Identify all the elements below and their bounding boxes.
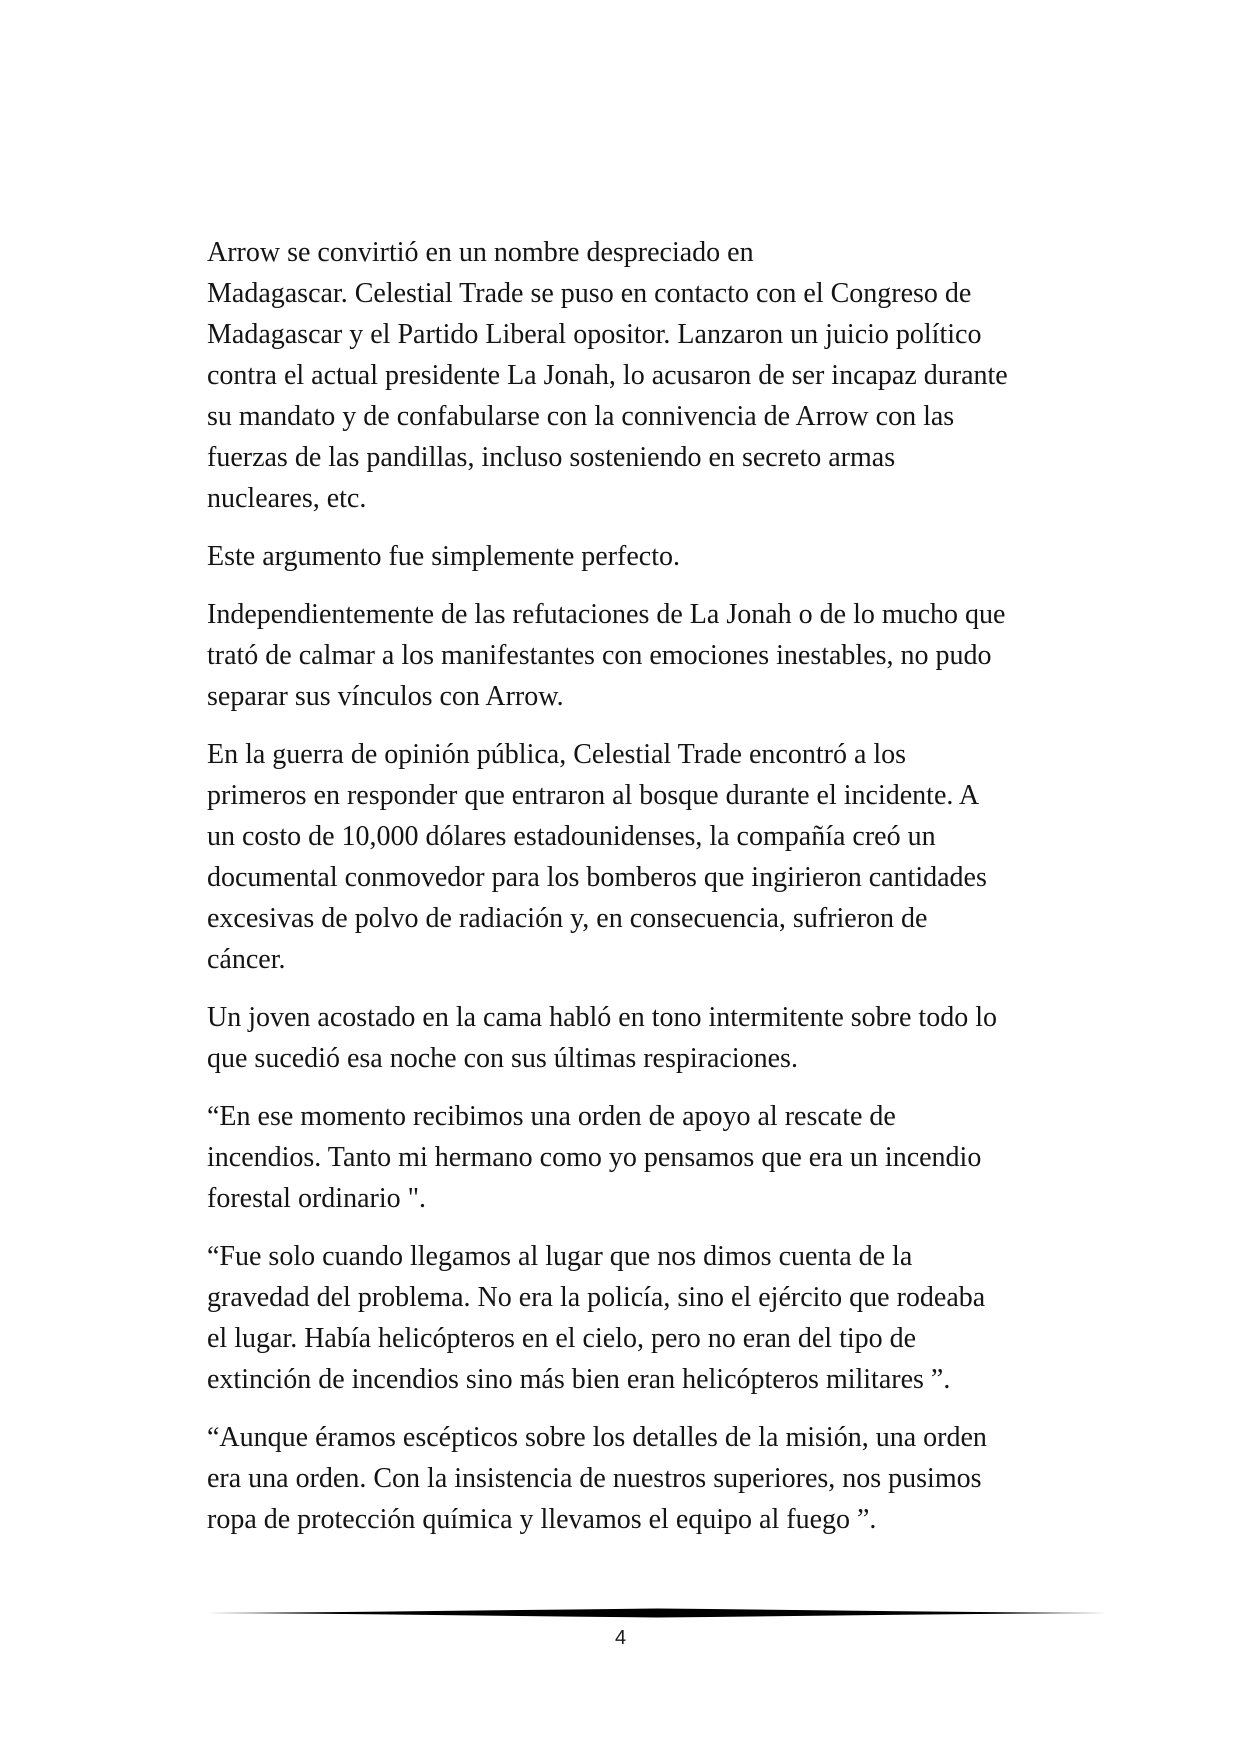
paragraph [207, 997, 1072, 1079]
text-line: contra el actual presidente La Jonah, lo acusaron de ser incapaz durante [207, 360, 1008, 391]
body-text [207, 232, 1072, 1557]
text-line: fuerzas de las pandillas, incluso sosteniendo en secreto armas [207, 442, 896, 473]
text-line: forestal ordinario ". [207, 1183, 427, 1214]
text-line: separar sus vínculos con Arrow. [207, 681, 564, 712]
text-line: era una orden. Con la insistencia de nuestros superiores, nos pusimos [207, 1463, 982, 1494]
text-line: trató de calmar a los manifestantes con emociones inestables, no pudo [207, 640, 992, 671]
text-line: En la guerra de opinión pública, Celestial Trade encontró a los [207, 739, 907, 770]
paragraph [207, 1417, 1072, 1540]
text-line: extinción de incendios sino más bien eran helicópteros militares ”. [207, 1364, 951, 1395]
footer-divider [207, 1607, 1107, 1619]
text-line: un costo de 10,000 dólares estadounidenses, la compañía creó un [207, 821, 936, 852]
text-line: que sucedió esa noche con sus últimas respiraciones. [207, 1043, 798, 1074]
text-line: documental conmovedor para los bomberos que ingirieron cantidades [207, 862, 987, 893]
text-line: Madagascar y el Partido Liberal opositor. Lanzaron un juicio político [207, 319, 982, 350]
paragraph [207, 536, 1072, 577]
text-line: cáncer. [207, 944, 286, 975]
paragraph [207, 594, 1072, 717]
text-line: su mandato y de confabularse con la connivencia de Arrow con las [207, 401, 955, 432]
text-line: incendios. Tanto mi hermano como yo pensamos que era un incendio [207, 1142, 982, 1173]
text-line: gravedad del problema. No era la policía, sino el ejército que rodeaba [207, 1282, 986, 1313]
text-line: primeros en responder que entraron al bosque durante el incidente. A [207, 780, 980, 811]
text-line: Arrow se convirtió en un nombre despreciado en [207, 237, 754, 268]
paragraph [207, 734, 1072, 980]
text-line: Este argumento fue simplemente perfecto. [207, 541, 680, 572]
text-line: el lugar. Había helicópteros en el cielo, pero no eran del tipo de [207, 1323, 917, 1354]
text-line: excesivas de polvo de radiación y, en consecuencia, sufrieron de [207, 903, 928, 934]
paragraph [207, 1236, 1072, 1400]
text-line: Independientemente de las refutaciones de La Jonah o de lo mucho que [207, 599, 1006, 630]
text-line: “Aunque éramos escépticos sobre los detalles de la misión, una orden [207, 1422, 987, 1453]
text-line: nucleares, etc. [207, 483, 367, 514]
text-line: Un joven acostado en la cama habló en tono intermitente sobre todo lo [207, 1002, 997, 1033]
page-number: 4 [614, 1627, 627, 1649]
text-line: ropa de protección química y llevamos el equipo al fuego ”. [207, 1504, 877, 1535]
text-line: “Fue solo cuando llegamos al lugar que nos dimos cuenta de la [207, 1241, 913, 1272]
paragraph [207, 232, 1072, 519]
text-line: Madagascar. Celestial Trade se puso en contacto con el Congreso de [207, 278, 972, 309]
text-line: “En ese momento recibimos una orden de apoyo al rescate de [207, 1101, 896, 1132]
paragraph [207, 1096, 1072, 1219]
footer-divider-swash [207, 1609, 1107, 1618]
